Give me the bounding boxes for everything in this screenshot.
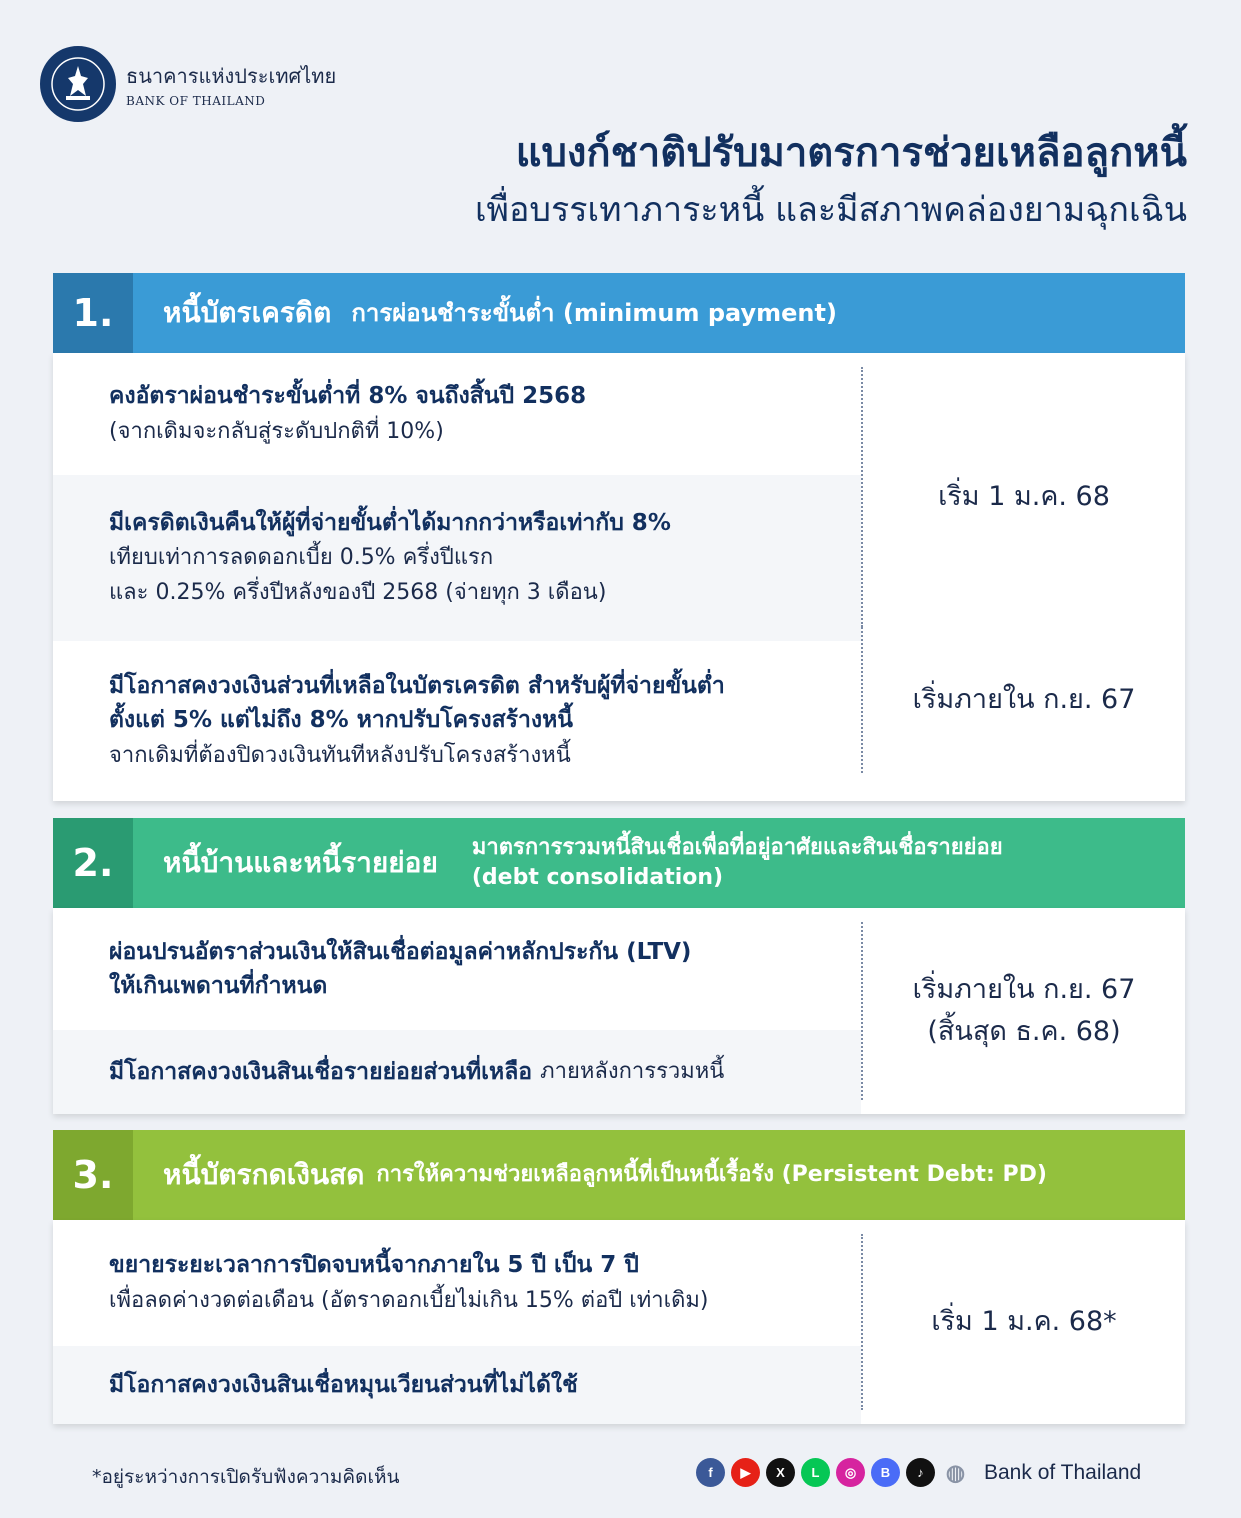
measure-title: มีโอกาสคงวงเงินสินเชื่อหมุนเวียนส่วนที่ไม่ได้ใช้ bbox=[109, 1371, 578, 1398]
section-credit-card bbox=[53, 273, 1185, 801]
start-date bbox=[861, 367, 1185, 627]
bot-seal-icon bbox=[40, 46, 116, 122]
globe-icon[interactable]: ◍ bbox=[945, 1459, 966, 1485]
end-date-text: (สิ้นสุด ธ.ค. 68) bbox=[927, 1016, 1121, 1047]
section-number: 3. bbox=[53, 1130, 133, 1220]
section-title: หนี้บ้านและหนี้รายย่อย bbox=[163, 846, 438, 879]
section-description-line: (debt consolidation) bbox=[471, 865, 724, 890]
section-description bbox=[472, 833, 1003, 892]
measure-detail: (จากเดิมจะกลับสู่ระดับปกติที่ 10%) bbox=[109, 418, 444, 444]
measure-detail: เทียบเท่าการลดดอกเบี้ย 0.5% ครึ่งปีแรก bbox=[109, 545, 494, 571]
section-cash-card bbox=[53, 1130, 1185, 1424]
section-header bbox=[53, 818, 1185, 908]
measure-item bbox=[53, 353, 861, 475]
section-body bbox=[53, 908, 1185, 1114]
footnote: *อยู่ระหว่างการเปิดรับฟังความคิดเห็น bbox=[92, 1466, 400, 1488]
measure-detail: จากเดิมที่ต้องปิดวงเงินทันทีหลังปรับโครงสร้างหนี้ bbox=[109, 742, 571, 768]
measure-title: ผ่อนปรนอัตราส่วนเงินให้สินเชื่อต่อมูลค่าหลักประกัน (LTV) bbox=[109, 938, 692, 965]
section-body bbox=[53, 353, 1185, 801]
section-header bbox=[53, 1130, 1185, 1220]
measure-item bbox=[53, 908, 861, 1030]
start-date bbox=[861, 922, 1185, 1100]
tiktok-icon[interactable]: ♪ bbox=[906, 1458, 935, 1487]
line-icon[interactable]: L bbox=[801, 1458, 830, 1487]
social-links bbox=[696, 1458, 1141, 1487]
section-header bbox=[53, 273, 1185, 353]
measure-title: มีโอกาสคงวงเงินส่วนที่เหลือในบัตรเครดิต สำหรับผู้ที่จ่ายขั้นต่ำ bbox=[109, 672, 725, 699]
section-housing-retail-debt bbox=[53, 818, 1185, 1114]
date-text: เริ่มภายใน ก.ย. 67 bbox=[912, 974, 1136, 1006]
page-title: แบงก์ชาติปรับมาตรการช่วยเหลือลูกหนี้ bbox=[515, 130, 1187, 176]
measure-item bbox=[53, 475, 861, 641]
measure-detail: เพื่อลดค่างวดต่อเดือน (อัตราดอกเบี้ยไม่เกิน 15% ต่อปี เท่าเดิม) bbox=[109, 1287, 709, 1313]
measure-item bbox=[53, 641, 861, 801]
facebook-icon[interactable]: f bbox=[696, 1458, 725, 1487]
section-title: หนี้บัตรเครดิต bbox=[163, 296, 332, 329]
measure-title: มีโอกาสคงวงเงินสินเชื่อรายย่อยส่วนที่เหลือ bbox=[109, 1058, 533, 1085]
date-text: เริ่ม 1 ม.ค. 68* bbox=[931, 1306, 1117, 1338]
section-description: การผ่อนชำระขั้นต่ำ (minimum payment) bbox=[351, 298, 837, 327]
blockdit-icon[interactable]: B bbox=[871, 1458, 900, 1487]
section-description: การให้ความช่วยเหลือลูกหนี้ที่เป็นหนี้เรื้อรัง (Persistent Debt: PD) bbox=[376, 1162, 1047, 1188]
measure-item bbox=[53, 1030, 861, 1114]
date-text: เริ่ม 1 ม.ค. 68 bbox=[938, 481, 1110, 513]
instagram-icon[interactable]: ◎ bbox=[836, 1458, 865, 1487]
org-name-english: BANK OF THAILAND bbox=[126, 94, 266, 108]
measure-title: คงอัตราผ่อนชำระขั้นต่ำที่ 8% จนถึงสิ้นปี 2568 bbox=[109, 383, 587, 410]
measure-item bbox=[53, 1220, 861, 1346]
date-text: เริ่มภายใน ก.ย. 67 bbox=[912, 684, 1136, 716]
start-date bbox=[861, 627, 1185, 773]
measure-title: ขยายระยะเวลาการปิดจบหนี้จากภายใน 5 ปี เป็น 7 ปี bbox=[109, 1252, 639, 1279]
measure-title: มีเครดิตเงินคืนให้ผู้ที่จ่ายขั้นต่ำได้มากกว่าหรือเท่ากับ 8% bbox=[109, 509, 671, 536]
youtube-icon[interactable]: ▶ bbox=[731, 1458, 760, 1487]
section-title: หนี้บัตรกดเงินสด bbox=[163, 1158, 365, 1191]
brand-name[interactable]: Bank of Thailand bbox=[984, 1460, 1142, 1484]
section-number: 2. bbox=[53, 818, 133, 908]
start-date bbox=[861, 1234, 1185, 1410]
x-icon[interactable]: X bbox=[766, 1458, 795, 1487]
measure-detail: ภายหลังการรวมหนี้ bbox=[540, 1059, 725, 1085]
section-body bbox=[53, 1220, 1185, 1424]
section-number: 1. bbox=[53, 273, 133, 353]
section-description-line: มาตรการรวมหนี้สินเชื่อเพื่อที่อยู่อาศัยและสินเชื่อรายย่อย bbox=[471, 835, 1003, 861]
measure-title: ให้เกินเพดานที่กำหนด bbox=[109, 973, 328, 999]
measure-title: ตั้งแต่ 5% แต่ไม่ถึง 8% หากปรับโครงสร้างหนี้ bbox=[109, 707, 573, 734]
org-name-thai: ธนาคารแห่งประเทศไทย bbox=[126, 64, 337, 88]
page-subtitle: เพื่อบรรเทาภาระหนี้ และมีสภาพคล่องยามฉุกเฉิน bbox=[474, 190, 1187, 230]
measure-item bbox=[53, 1346, 861, 1424]
measure-detail: และ 0.25% ครึ่งปีหลังของปี 2568 (จ่ายทุก 3 เดือน) bbox=[109, 580, 607, 606]
bot-logo bbox=[40, 46, 336, 122]
